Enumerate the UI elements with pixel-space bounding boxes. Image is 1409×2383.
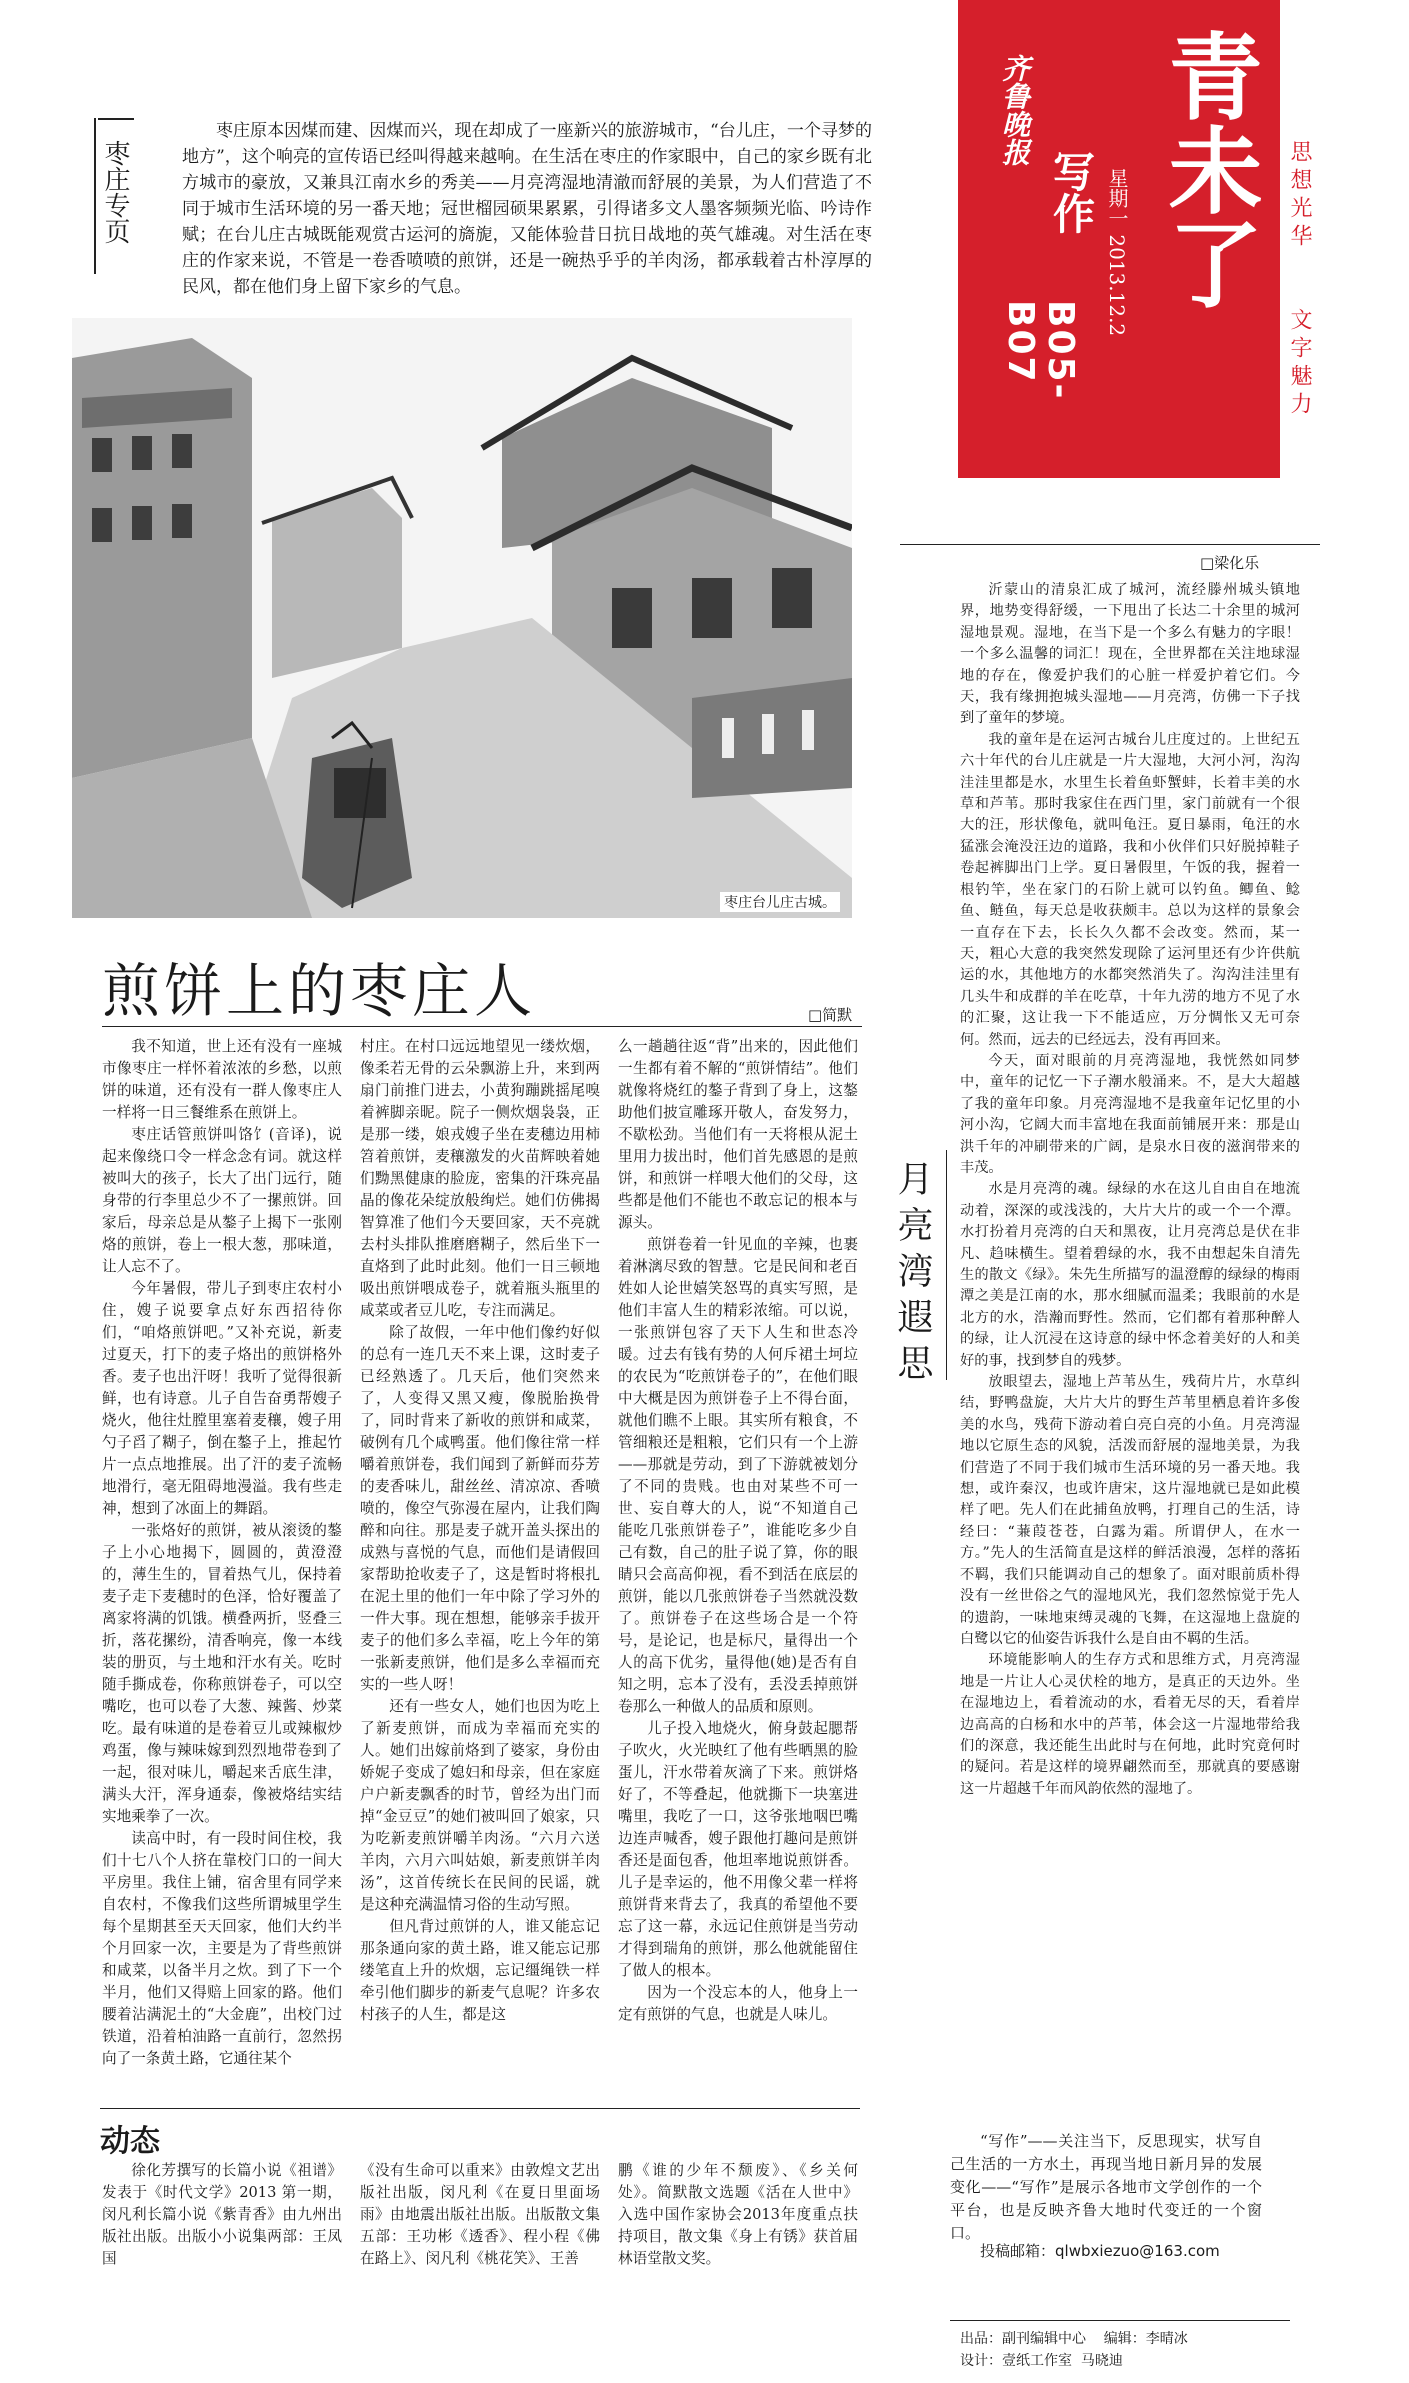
article1-col3 [618, 1036, 858, 2026]
paragraph: 因为一个没忘本的人，他身上一定有煎饼的气息，也就是人味儿。 [618, 1984, 858, 2023]
credits-line2: 设计：壹纸工作室 马晓迪 [960, 2353, 1123, 2369]
article2-author: □梁化乐 [1200, 554, 1260, 572]
paragraph: 一张烙好的煎饼，被从滚烫的鏊子上小心地揭下，圆圆的，黄澄澄的，薄生生的，冒着热气儿，保持着麦子走下麦穗时的色泽，恰好覆盖了离家将满的饥饿。横叠两折，竖叠三折，落花摞纷，清香响亮，像一本线装的册页，与土地和汗水有关。吃时随手撕成卷，你称煎饼卷子，可以空嘴吃，也可以卷了大葱、辣酱、炒菜吃。最有味道的是卷着豆儿或辣椒炒鸡蛋，像与辣味嫁到烈烈地带卷到了一起，很对味儿，嚼起来舌底生津，满头大汗，浑身通泰，像被烙结实结实地乘拳了一次。 [102, 1522, 342, 1825]
paragraph: 沂蒙山的清泉汇成了城河，流经滕州城头镇地界，地势变得舒缓，一下甩出了长达二十余里的城河湿地景观。湿地，在当下是一个多么有魅力的字眼！一个多么温馨的词汇！现在，全世界都在关注地球湿地的存在，像爱护我们的心脏一样爱护着它们。今天，我有缘拥抱城头湿地——月亮湾，仿佛一下子找到了童年的梦境。 [960, 582, 1300, 727]
paragraph: 我的童年是在运河古城台儿庄度过的。上世纪五六十年代的台儿庄就是一片大湿地，大河小河，沟沟洼洼里都是水，水里生长着鱼虾蟹蚌，长着丰美的水草和芦苇。那时我家住在西门里，家门前就有一个很大的汪，形状像龟，就叫龟汪。夏日暴雨，龟汪的水猛涨会淹没汪边的道路，我和小伙伴们只好脱掉鞋子卷起裤脚出门上学。夏日暑假里，午饭的我，握着一根钓竿，坐在家门的石阶上就可以钓鱼。鲫鱼、鲶鱼、鲢鱼，每天总是收获颇丰。总以为这样的景象会一直存在下去，长长久久都不会改变。然而，某一天，粗心大意的我突然发现除了运河里还有少许供航运的水，其他地方的水都突然消失了。沟沟洼洼里有几头牛和成群的羊在吃草，十年九涝的地方不见了水的汇聚，这让我一下不能适应，万分惆怅又无可奈何。然而，远去的已经远去，没有再回来。 [960, 731, 1300, 1048]
paragraph: 我不知道，世上还有没有一座城市像枣庄一样怀着浓浓的乡愁，以煎饼的味道，还有没有一群人像枣庄人一样将一日三餐维系在煎饼上。 [102, 1038, 342, 1121]
title-rule [102, 1026, 862, 1027]
paragraph: 儿子投入地烧火，俯身鼓起腮帮子吹火，火光映红了他有些晒黑的脸蛋儿，汗水带着灰滴了下来。煎饼烙好了，不等叠起，他就撕下一块塞进嘴里，我吃了一口，这爷张地咽巴嘴边连声喊香，嫂子跟他打趣问是煎饼香还是面包香，他坦率地说煎饼香。儿子是幸运的，他不用像父辈一样将煎饼背来背去了，我真的希望他不要忘了这一幕，永远记住煎饼是当劳动才得到瑞角的煎饼，那么他就能留住了做人的根本。 [618, 1720, 858, 1979]
taierzhuang-sketch [72, 318, 852, 918]
newspaper-logo: 齐鲁晚报 [998, 54, 1031, 166]
paragraph: 《没有生命可以重来》由敦煌文艺出版社出版，闵凡利《在夏日里面场雨》由地震出版社出版。出版散文集五部：王功彬《透香》、程小程《佛在路上》、闵凡利《桃花笑》、王善 [360, 2162, 600, 2267]
article1-title: 煎饼上的枣庄人 [102, 957, 537, 1025]
intro-paragraph: 枣庄原本因煤而建、因煤而兴，现在却成了一座新兴的旅游城市，“台儿庄，一个寻梦的地方”，这个响亮的宣传语已经叫得越来越响。在生活在枣庄的作家眼中，自己的家乡既有北方城市的豪放，又兼具江南水乡的秀美——月亮湾湿地清澈而舒展的美景，为人们营造了不同于城市生活环境的另一番天地；冠世榴园硕果累累，引得诸多文人墨客频频光临、吟诗作赋；在台儿庄古城既能观赏古运河的旖旎，又能体验昔日抗日战地的英气雄魂。对生活在枣庄的作家来说，不管是一卷香喷喷的煎饼，还是一碗热乎乎的羊肉汤，都承载着古朴淳厚的民风，都在他们身上留下家乡的气息。 [182, 121, 872, 297]
article1-col1 [102, 1036, 342, 2070]
paragraph: 除了故假，一年中他们像约好似的总有一连几天不来上课，这时麦子已经熟透了。几天后，他们突然来了，人变得又黑又瘦，像脱胎换骨了，同时背来了新收的煎饼和咸菜，破例有几个咸鸭蛋。他们像往常一样嚼着煎饼卷，我们闻到了新鲜而芬芳的麦香味儿，甜丝丝、清凉凉、香喷喷的，像空气弥漫在屋内，让我们陶醉和向往。那是麦子就开盖头探出的成熟与喜悦的气息，而他们是请假回家帮助抢收麦子了，这是暂时将根扎在泥土里的他们一年中除了学习外的一件大事。现在想想，能够亲手拔开麦子的他们多么幸福，吃上今年的第一张新麦煎饼，他们是多么幸福而充实的一些人呀！ [360, 1324, 600, 1693]
paragraph: 煎饼卷着一针见血的辛辣，也裹着淋漓尽致的智慧。它是民间和老百姓如人论世嬉笑怒骂的真实写照，是他们丰富人生的精彩浓缩。可以说，一张煎饼包容了天下人生和世态冷暖。过去有钱有势的人何斥裙土坷垃的农民为“吃煎饼卷子的”，在他们眼中大概是因为煎饼卷子上不得台面，就他们瞧不上眼。其实所有粮食，不管细粮还是粗粮，它们只有一个上游——那就是劳动，到了下游就被划分了不同的贵贱。也由对某些不可一世、妄自尊大的人，说“不知道自己能吃几张煎饼卷子”，谁能吃多少自己有数，自己的肚子说了算，你的眼睛只会高高仰视，看不到活在底层的煎饼，能以几张煎饼卷子当然就没数了。煎饼卷子在这些场合是一个符号，是论记，也是标尺，量得出一个人的高下优劣，量得他(她)是否有自知之明，忘本了没有，丢没丢掉煎饼卷那么一种做人的品质和原则。 [618, 1236, 858, 1715]
tagline-2: 文字魅力 [1287, 308, 1312, 420]
paragraph: 么一趟趟往返“背”出来的，因此他们一生都有着不解的“煎饼情结”。他们就像将烧红的鏊子背到了身上，这鏊助他们披宣雕琢开敬人，奋发努力，不歇松劲。当他们有一天将根从泥土里用力拔出时，他们首先感恩的是煎饼，和煎饼一样喂大他们的父母，这些都是他们不能也不敢忘记的根本与源头。 [618, 1038, 858, 1231]
column-intro [950, 2130, 1262, 2245]
paragraph: 今年暑假，带儿子到枣庄农村小住，嫂子说要拿点好东西招待你们，“咱烙煎饼吧。”又补充说，新麦过夏天，打下的麦子烙出的煎饼格外香。麦子也出汗呀！我听了觉得很新鲜，也有诗意。儿子自告奋勇帮嫂子烧火，他往灶膛里塞着麦穰，嫂子用勺子舀了糊子，倒在鏊子上，推起竹片一点点地推展。出了汗的麦子流畅地滑行，毫无阻碍地漫溢。我有些走神，想到了冰面上的舞蹈。 [102, 1280, 342, 1517]
photo-caption: 枣庄台儿庄古城。 [720, 892, 840, 912]
column-intro-text: “写作”——关注当下，反思现实，状写自己生活的一方水土，再现当地日新月异的发展变化——“写作”是展示各地市文学创作的一个平台，也是反映齐鲁大地时代变迁的一个窗口。 [950, 2132, 1262, 2242]
submission-email[interactable]: 投稿邮箱：qlwbxiezuo@163.com [980, 2242, 1220, 2260]
paragraph: 环境能影响人的生存方式和思维方式，月亮湾湿地是一片让人心灵伏栓的地方，是真正的天边外。坐在湿地边上，看着流动的水，看着无尽的天，看着岸边高高的白杨和水中的芦苇，体会这一片湿地带给我们的深意，我还能生出此时与在何地，此时究竟何时的疑问。若是这样的境界翩然而至，那就真的要感谢这一片超越千年而风韵依然的湿地了。 [960, 1652, 1300, 1797]
paragraph: 枣庄话管煎饼叫饹饣(音译)，说起来像绕口令一样念念有词。就这样被叫大的孩子，长大了出门远行，随身带的行李里总少不了一摞煎饼。回家后，母亲总是从鏊子上揭下一张刚烙的煎饼，卷上一根大葱，那味道，让人忘不了。 [102, 1126, 342, 1275]
paragraph: 鹏《谁的少年不颓废》、《乡关何处》。简默散文选题《活在人世中》入选中国作家协会2013年度重点扶持项目，散文集《身上有锈》获首届林语堂散文奖。 [618, 2162, 858, 2267]
photo [72, 318, 852, 918]
intro-text [182, 118, 872, 300]
paragraph: 但凡背过煎饼的人，谁又能忘记那条通向家的黄土路，谁又能忘记那缕笔直上升的炊烟，忘记缰绳铁一样牵引他们脚步的新麦气息呢？许多农村孩子的人生，都是这 [360, 1918, 600, 2023]
article2-top-rule [900, 544, 1320, 545]
news-col1 [102, 2160, 342, 2270]
label-rule-v [94, 118, 96, 274]
section-name: 写作 [1047, 150, 1096, 234]
paragraph: 还有一些女人，她们也因为吃上了新麦煎饼，而成为幸福而充实的人。她们出嫁前烙到了婆家，身份由娇妮子变成了媳妇和母亲，但在家庭户户新麦飘香的时节，曾经为出门而掉“金豆豆”的她们被叫回了娘家，只为吃新麦煎饼嚼羊肉汤。“六月六送羊肉，六月六叫姑娘，新麦煎饼羊肉汤”，这首传统长在民间的民谣，就是这种充满温情习俗的生动写照。 [360, 1698, 600, 1913]
news-col3 [618, 2160, 858, 2270]
page-range: B05-B07 [1000, 300, 1081, 401]
credits-rule [950, 2320, 1290, 2321]
paragraph: 徐化芳撰写的长篇小说《祖谱》发表于《时代文学》2013 第一期，闵凡利长篇小说《紫青香》由九州出版社出版。出版小小说集两部：王凤国 [102, 2162, 342, 2267]
article2-body [960, 580, 1300, 1800]
news-rule [100, 2108, 860, 2109]
tagline-1: 思想光华 [1287, 140, 1312, 252]
column-label: 枣庄专页 [100, 140, 130, 244]
paragraph: 村庄。在村口远远地望见一缕炊烟，像柔若无骨的云朵飘游上升，来到两扇门前推门进去，小黄狗蹦跳摇尾嗅着裤脚亲昵。院子一侧炊烟袅袅，正是那一缕，娘戎嫂子坐在麦穗边用柿笤着煎饼，麦穰激发的火苗辉映着她们黝黑健康的脸庞，密集的汗珠亮晶晶的像花朵绽放般绚烂。她们仿佛揭智算准了他们今天要回家，天不亮就去村头排队推磨磨糊子，然后坐下一直烙到了此时此刻。他们一日三顿地吸出煎饼喂成卷子，就着瓶头瓶里的咸菜或者豆儿吃，专注而满足。 [360, 1038, 600, 1319]
article1-col2 [360, 1036, 600, 2026]
article2-side-rule [946, 1150, 947, 1380]
paragraph: 今天，面对眼前的月亮湾湿地，我恍然如同梦中，童年的记忆一下子潮水般涌来。不，是大大超越了我的童年印象。月亮湾湿地不是我童年记忆里的小河小沟，它阔大而丰富地在我面前铺展开来：那是山洪千年的冲刷带来的广阔，是泉水日夜的滋润带来的丰茂。 [960, 1052, 1300, 1176]
news-col2 [360, 2160, 600, 2270]
article2-title: 月亮湾遐思 [892, 1160, 933, 1390]
news-title: 动态 [100, 2124, 160, 2159]
masthead-title: 青未了 [1152, 28, 1261, 310]
paragraph: 放眼望去，湿地上芦苇丛生，残荷片片，水草纠结，野鸭盘旋，大片大片的野生芦苇里栖息着许多俊美的水鸟，残荷下游动着白亮白亮的小鱼。月亮湾湿地以它原生态的风貌，活泼而舒展的湿地美景，为我们营造了不同于我们城市生活环境的另一番天地。我想，或许秦汉，也或许唐宋，这片湿地就已是如此模样了吧。先人们在此捕鱼放鸭，打理自己的生活，诗经曰：“蒹葭苍苍，白露为霜。所谓伊人，在水一方。”先人的生活简直是这样的鲜活浪漫，怎样的落拓不羁，我们只能调动自己的想象了。面对眼前质朴得没有一丝世俗之气的湿地风光，我们忽然惊觉于先人的遗韵，一味地束缚灵魂的飞舞，在这湿地上盘旋的白鹭以它的仙姿告诉我什么是自由不羁的生活。 [960, 1374, 1300, 1647]
issue-date: 星期一 2013.12.2 [1105, 168, 1129, 337]
paragraph: 读高中时，有一段时间住校，我们十七八个人挤在靠校门口的一间大平房里。我住上铺，宿舍里有同学来自农村，不像我们这些所谓城里学生每个星期甚至天天回家，他们大约半个月回家一次，主要是为了背些煎饼和咸菜，以备半月之炊。到了下一个半月，他们又得赔上回家的路。他们腰着沾满泥土的“大金鹿”，出校门过铁道，沿着柏油路一直前行，忽然拐向了一条黄土路，它通往某个 [102, 1830, 342, 2067]
label-rule [98, 118, 134, 120]
credits-line1: 出品：副刊编辑中心 编辑：李晴冰 [960, 2331, 1188, 2347]
article1-author: □简默 [808, 1006, 853, 1024]
masthead [958, 0, 1280, 478]
paragraph: 水是月亮湾的魂。绿绿的水在这儿自由自在地流动着，深深的或浅浅的，大片大片的或一个一个潭。水打扮着月亮湾的白天和黑夜，让月亮湾总是伏在非凡、趋味横生。望着碧绿的水，我不由想起朱自清先生的散文《绿》。朱先生所描写的温澄醇的绿绿的梅雨潭之美是江南的水，那水细腻而温柔；我眼前的水是北方的水，浩瀚而野性。然而，它们都有着那种醉人的绿，让人沉浸在这诗意的绿中怀念着美好的人和美好的事，找到梦自的残梦。 [960, 1181, 1300, 1369]
